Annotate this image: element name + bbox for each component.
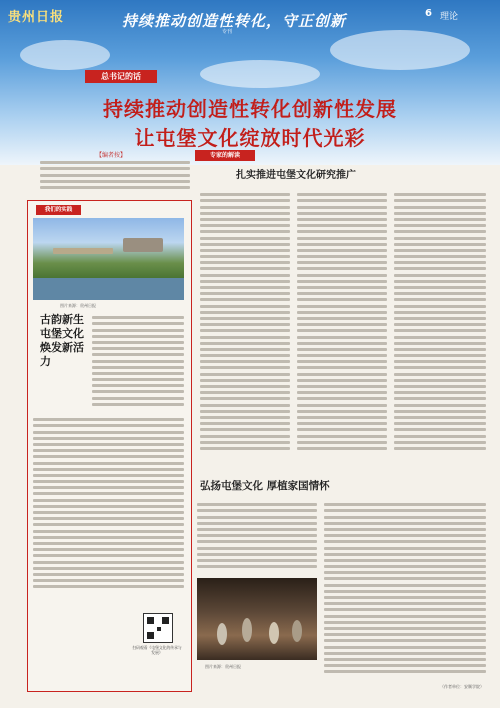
left-headline: 古韵新生 屯堡文化焕发新活力 bbox=[40, 313, 84, 368]
headline-line1: 持续推动创造性转化创新性发展 bbox=[103, 97, 397, 121]
editor-note-label: 【编者按】 bbox=[96, 152, 127, 159]
tag-secretary: 总书记的话 bbox=[85, 70, 157, 83]
right-bottom-text bbox=[324, 500, 486, 676]
body-column-2 bbox=[297, 190, 387, 453]
tag-practice: 我们的实践 bbox=[36, 205, 81, 215]
headline-line2: 让屯堡文化绽放时代光彩 bbox=[134, 126, 366, 150]
middle-headline: 弘扬屯堡文化 厚植家国情怀 bbox=[200, 480, 330, 492]
editor-note bbox=[40, 158, 190, 192]
photo2-caption: 图片来源：贵州日报 bbox=[205, 664, 241, 669]
photo1-caption: 图片来源：贵州日报 bbox=[60, 303, 96, 308]
body-column-3 bbox=[394, 190, 486, 453]
footer-ref: （作者单位：安顺学院） bbox=[440, 684, 484, 689]
photo-tunpu-performance bbox=[197, 578, 317, 660]
middle-text bbox=[197, 500, 317, 571]
qr-caption: 扫码观看《屯堡文化的传承与发展》 bbox=[132, 645, 182, 655]
sub-headline: 扎实推进屯堡文化研究推广 bbox=[236, 170, 356, 181]
practice-text-bottom bbox=[33, 415, 184, 591]
page-number: 6 bbox=[425, 8, 432, 19]
photo-tunpu-village bbox=[33, 218, 184, 300]
practice-text-top bbox=[92, 313, 184, 409]
tag-expert: 专家的解读 bbox=[195, 150, 255, 161]
special-sub: 专刊 bbox=[222, 29, 233, 35]
qr-code[interactable] bbox=[143, 613, 173, 643]
special-title: 持续推动创造性转化，守正创新 bbox=[122, 12, 347, 30]
body-column-1 bbox=[200, 190, 290, 453]
masthead: 贵州日报 bbox=[8, 10, 65, 25]
page-label: 理论 bbox=[440, 12, 459, 22]
